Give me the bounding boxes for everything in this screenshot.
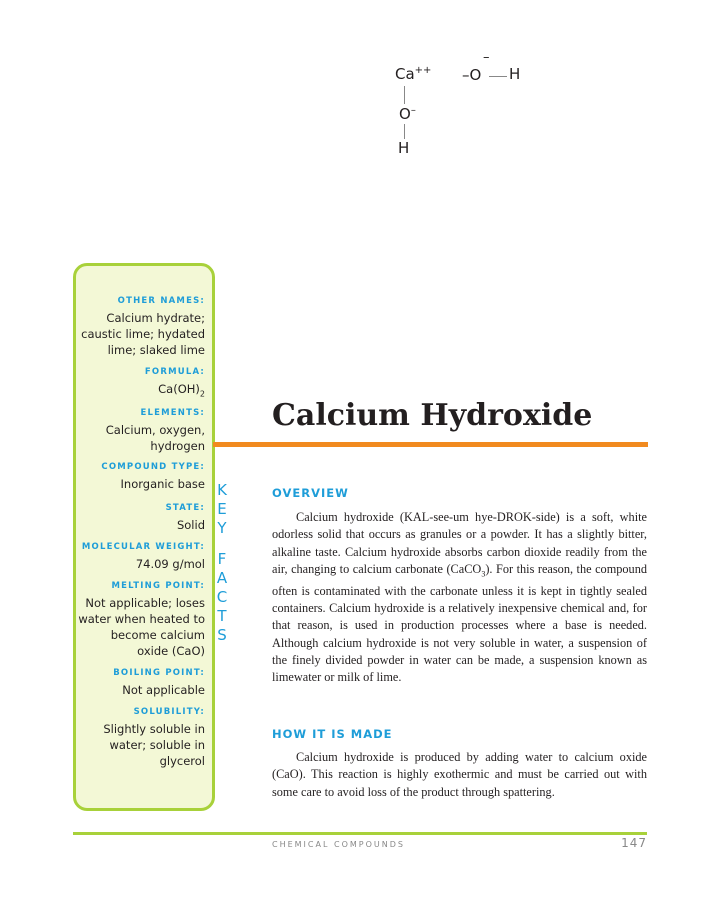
hydroxide-oxygen: –O <box>462 66 482 84</box>
how-made-heading: HOW IT IS MADE <box>272 727 393 741</box>
footer-rule <box>73 832 647 835</box>
page-number: 147 <box>621 836 647 850</box>
running-title: CHEMICAL COMPOUNDS <box>272 840 405 849</box>
fact-molecular-weight: MOLECULAR WEIGHT: 74.09 g/mol <box>81 542 205 571</box>
title-rule <box>213 442 648 447</box>
fact-solubility: SOLUBILITY: Slightly soluble in water; soluble in glycerol <box>103 707 205 768</box>
oxygen-charge-top: – <box>483 50 490 65</box>
bottom-oxygen: O– <box>399 105 416 123</box>
overview-paragraph: Calcium hydroxide (KAL-see-um hye-DROK-side) is a soft, white odorless solid that occurs as granules or a powder. It has a slightly bitter, alkaline taste. Calcium hydroxide absorbs carbon dioxide readily from the air, changing to calcium carbonate (CaCO$_3$). For this reason, the compound often is contaminated with the carbonate unless it is kept in tightly sealed containers. Calcium hydroxide is a relatively inexpensive chemical and, for that reason, is used in production processes where a base is needed. Although calcium hydroxide is not very soluble in water, a suspension of the finely divided powder in water can be made, a suspension known as limewater or milk of lime. <box>272 510 648 685</box>
fact-melting-point: MELTING POINT: Not applicable; loses water when heated to become calcium oxide (CaO) <box>78 581 205 658</box>
bottom-hydrogen: H <box>398 139 410 157</box>
fact-formula: FORMULA: $Ca(OH)_2$ <box>144 367 205 399</box>
overview-heading: OVERVIEW <box>272 486 349 500</box>
how-made-paragraph: Calcium hydroxide is produced by adding water to calcium oxide (CaO). This reaction is highly exothermic and must be carried out with some care to avoid loss of the product through spattering. <box>272 750 647 799</box>
fact-compound-type: COMPOUND TYPE: Inorganic base <box>101 462 205 491</box>
hydroxide-hydrogen: H <box>509 65 521 83</box>
fact-boiling-point: BOILING POINT: Not applicable <box>113 668 205 697</box>
o-h-bond <box>489 76 507 77</box>
page-title: Calcium Hydroxide <box>272 398 593 433</box>
ca-o-bond <box>404 86 405 104</box>
key-facts-vertical-heading: K E Y F A C T S <box>216 481 228 644</box>
fact-state: STATE: Solid <box>165 503 205 532</box>
calcium-ion: Ca++ <box>395 65 432 83</box>
o-h-bond-vertical <box>404 124 405 139</box>
fact-other-names: OTHER NAMES: Calcium hydrate; caustic lime; hydated lime; slaked lime <box>81 296 205 357</box>
fact-elements: ELEMENTS: Calcium, oxygen, hydrogen <box>105 408 205 453</box>
